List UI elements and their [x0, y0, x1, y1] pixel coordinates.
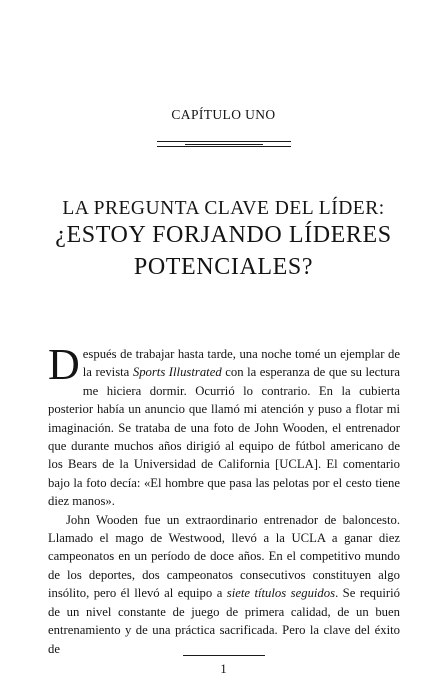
- paragraph-1: [48, 340, 401, 511]
- paragraph-2: [48, 511, 400, 658]
- footer-rule: [183, 655, 265, 656]
- chapter-title-line-1: LA PREGUNTA CLAVE DEL LÍDER:: [62, 198, 385, 219]
- ornament-line-top: [157, 141, 291, 142]
- ornament-line-middle: [185, 144, 263, 145]
- magazine-title: Sports Illustrated: [132, 365, 222, 380]
- paragraph-2-text-b: . Se requirió de un nivel constante de juego de primera calidad, de un buen entrenamiento y de una práctica sacrificada. Pero la clave del éxito de: [48, 586, 400, 656]
- paragraph-1-text-b: con la esperanza de que su lectura me hiciera dormir. Ocurrió lo contrario. En la cubierta posterior había un anuncio que llamó mi atención y puso a flotar mi imaginación. Se trataba de una foto de John Wooden, el entrenador que durante muchos años dirigió al equipo de fútbol americano de los Bears de la Universidad de California [UCLA]. El comentario bajo la foto decía: «El hombre que pasa las pelotas por el cesto tiene diez manos».: [48, 365, 401, 509]
- chapter-title-line-2: ¿ESTOY FORJANDO LÍDERES: [55, 222, 392, 248]
- body-text: [48, 340, 401, 658]
- ornamental-rule: [157, 140, 291, 148]
- chapter-label: CAPÍTULO UNO: [171, 107, 276, 122]
- chapter-title-line-3: POTENCIALES?: [133, 254, 314, 280]
- paragraph-1-text-a: espués de trabajar hasta tarde, una noche tomé un ejemplar de la revista: [82, 347, 400, 380]
- ornament-line-bottom: [157, 146, 291, 147]
- page-number: 1: [220, 661, 227, 676]
- emphasis-seven-titles: siete títulos seguidos: [226, 586, 336, 601]
- paragraph-2-text-a: John Wooden fue un extraordinario entrenador de baloncesto. Llamado el mago de Westwood, llevó a la UCLA a ganar diez campeonatos en un período de doce años. En el competitivo mundo de los deportes, dos campeonatos consecutivos constituyen algo insólito, pero él llevó al equipo a: [48, 512, 400, 601]
- drop-cap: D: [48, 340, 80, 389]
